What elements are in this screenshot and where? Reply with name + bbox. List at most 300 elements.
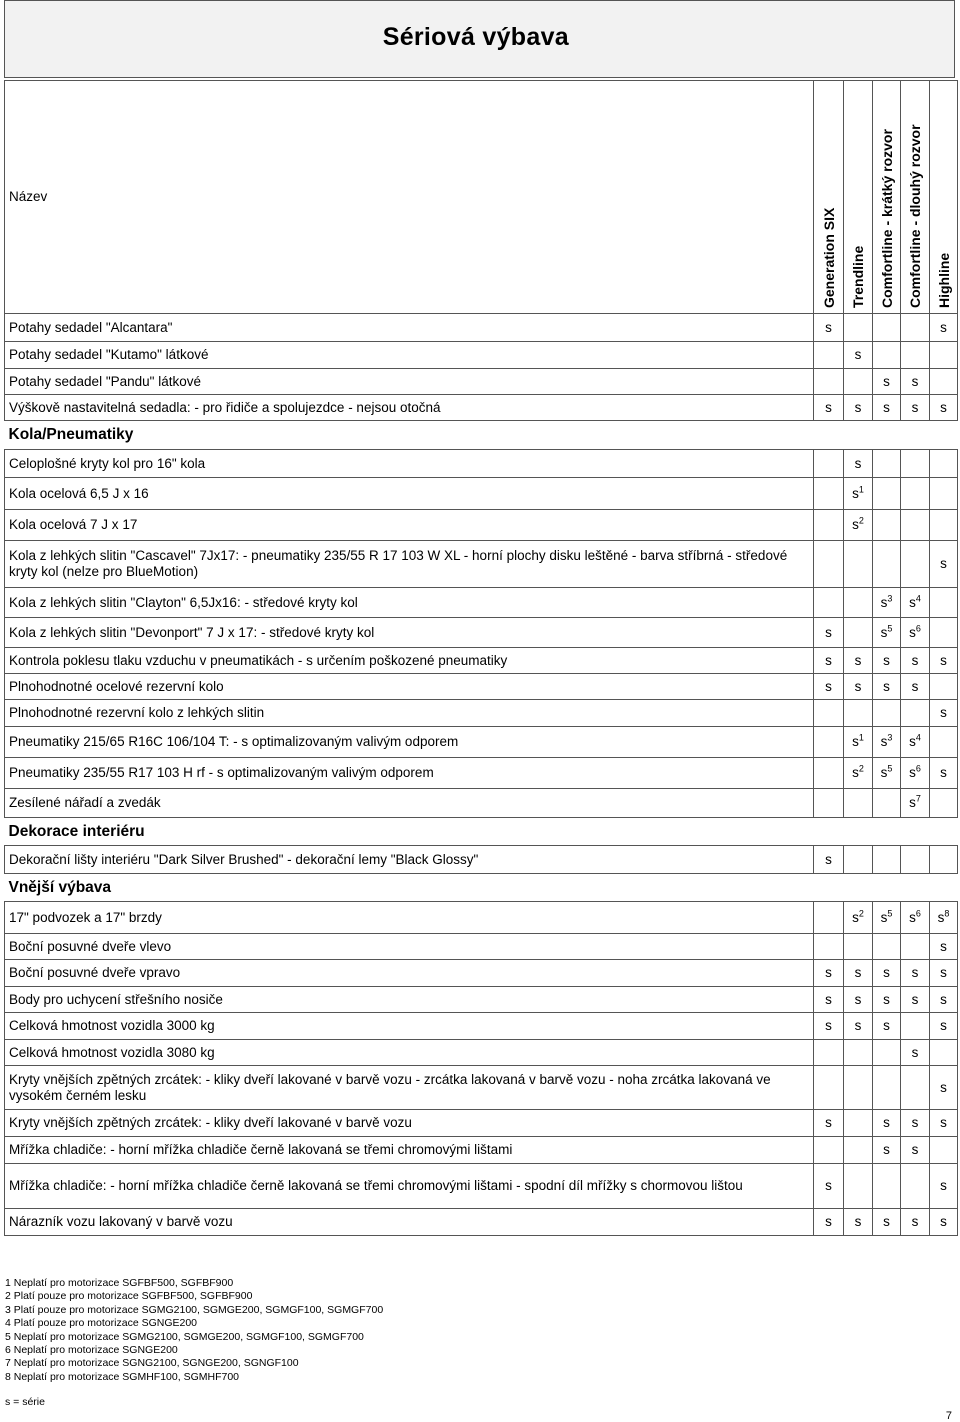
availability-mark: s: [940, 765, 947, 780]
availability-mark: s: [854, 965, 862, 980]
availability-cell: [844, 902, 873, 934]
availability-cell: [901, 510, 930, 541]
table-row: [5, 510, 958, 541]
availability-cell: [930, 1066, 958, 1110]
availability-cell: [901, 395, 930, 421]
availability-mark: s: [937, 909, 945, 925]
item-label: Kola ocelová 7 J x 17: [5, 510, 814, 541]
footnote-ref: 6: [915, 908, 921, 918]
item-label: Celoplošné kryty kol pro 16" kola: [5, 450, 814, 478]
availability-mark: s: [909, 734, 916, 749]
page-number: 7: [945, 1410, 952, 1422]
footnote-ref: 1: [858, 484, 864, 494]
availability-cell: [930, 1013, 958, 1040]
availability-cell: [814, 1066, 844, 1110]
availability-mark: s: [880, 624, 888, 640]
availability-mark: s: [825, 1214, 832, 1229]
footnote: 4 Platí pouze pro motorizace SGNGE200: [5, 1317, 198, 1330]
availability-cell: [814, 846, 844, 874]
availability-mark: s: [883, 965, 890, 980]
availability-cell: [844, 450, 873, 478]
availability-mark: s: [825, 991, 832, 1007]
availability-cell: [930, 902, 958, 934]
availability-mark: s: [880, 909, 888, 925]
item-label: Pneumatiky 235/55 R17 103 H rf - s optimalizovaným valivým odporem: [5, 758, 814, 789]
availability-cell: [930, 960, 958, 987]
availability-mark: s: [940, 1018, 947, 1033]
availability-mark: s: [883, 1142, 890, 1157]
item-label: Kola ocelová 6,5 J x 16: [5, 478, 814, 510]
availability-cell: [901, 1110, 930, 1137]
availability-cell: [814, 960, 844, 987]
availability-cell: [844, 314, 873, 342]
availability-cell: [844, 727, 873, 758]
availability-cell: [873, 648, 901, 674]
availability-cell: [844, 342, 873, 369]
availability-cell: [844, 960, 873, 987]
column-header-comfortline-long: Comfortline - dlouhý rozvor: [901, 81, 930, 314]
availability-cell: [930, 1110, 958, 1137]
availability-mark: s: [940, 652, 947, 668]
column-header-name: Název: [5, 81, 814, 314]
availability-cell: [814, 789, 844, 818]
availability-cell: [901, 987, 930, 1013]
availability-mark: s: [825, 319, 832, 335]
availability-mark: s: [883, 678, 890, 694]
footnote: 7 Neplatí pro motorizace SGNG2100, SGNGE200, SGNGF100: [5, 1357, 299, 1370]
availability-mark: s: [909, 909, 916, 925]
availability-cell: [844, 1066, 873, 1110]
availability-cell: [873, 1137, 901, 1164]
availability-cell: [873, 1110, 901, 1137]
availability-mark: s: [825, 1178, 832, 1193]
availability-cell: [814, 450, 844, 478]
item-label: Potahy sedadel "Pandu" látkové: [5, 369, 814, 395]
availability-cell: [873, 450, 901, 478]
item-label: Potahy sedadel "Kutamo" látkové: [5, 342, 814, 369]
availability-mark: s: [852, 485, 859, 501]
footnote: 5 Neplatí pro motorizace SGMG2100, SGMGE200, SGMGF100, SGMGF700: [5, 1330, 364, 1343]
availability-cell: [930, 700, 958, 727]
availability-mark: s: [852, 909, 859, 925]
availability-mark: s: [940, 991, 947, 1007]
table-row: [5, 1040, 958, 1066]
availability-cell: [844, 1209, 873, 1236]
item-label: Kola z lehkých slitin "Clayton" 6,5Jx16: - středové kryty kol: [5, 588, 814, 618]
availability-cell: [814, 902, 844, 934]
availability-mark: s: [880, 594, 888, 610]
availability-cell: [930, 1137, 958, 1164]
availability-cell: [814, 1137, 844, 1164]
item-label: Celková hmotnost vozidla 3000 kg: [5, 1013, 814, 1040]
availability-cell: [901, 674, 930, 700]
table-row: [5, 395, 958, 421]
footnote-ref: 4: [915, 732, 921, 743]
availability-cell: [873, 987, 901, 1013]
footnote-ref: 2: [858, 515, 864, 526]
availability-cell: [844, 1137, 873, 1164]
availability-mark: s: [854, 1018, 862, 1033]
footnote: 1 Neplatí pro motorizace SGFBF500, SGFBF900: [5, 1277, 234, 1289]
availability-cell: [814, 342, 844, 369]
availability-cell: [901, 934, 930, 960]
footnote: 6 Neplatí pro motorizace SGNGE200: [5, 1344, 178, 1356]
availability-cell: [814, 541, 844, 588]
header-row: [5, 81, 958, 314]
availability-cell: [844, 1164, 873, 1209]
availability-cell: [814, 674, 844, 700]
availability-cell: [930, 934, 958, 960]
table-row: [5, 541, 958, 588]
availability-mark: s: [880, 765, 888, 780]
table-row: [5, 1209, 958, 1236]
table-row: [5, 1164, 958, 1209]
item-label: Kryty vnějších zpětných zrcátek: - kliky dveří lakované v barvě vozu - zrcátka lakovaná v barvě vozu - noha zrcátka lakovaná ve vysokém černém lesku: [5, 1066, 814, 1110]
availability-mark: s: [940, 938, 947, 954]
footnote: 8 Neplatí pro motorizace SGMHF100, SGMHF700: [5, 1370, 240, 1383]
availability-cell: [930, 478, 958, 510]
availability-mark: s: [854, 399, 862, 415]
availability-cell: [930, 588, 958, 618]
availability-cell: [901, 700, 930, 727]
table-row: [5, 648, 958, 674]
item-label: Kryty vnějších zpětných zrcátek: - kliky dveří lakované v barvě vozu: [5, 1110, 814, 1137]
table-row: [5, 450, 958, 478]
availability-cell: [901, 1164, 930, 1209]
table-body: [5, 314, 958, 1236]
availability-cell: [814, 700, 844, 727]
availability-cell: [901, 648, 930, 674]
availability-cell: [814, 1110, 844, 1137]
item-label: Potahy sedadel "Alcantara": [5, 314, 814, 342]
availability-cell: [901, 588, 930, 618]
title-box: [4, 0, 955, 78]
footnote-ref: 1: [858, 732, 864, 743]
item-label: Plnohodnotné ocelové rezervní kolo: [5, 674, 814, 700]
availability-cell: [814, 588, 844, 618]
availability-mark: s: [911, 1214, 919, 1229]
availability-cell: [844, 1013, 873, 1040]
availability-cell: [873, 618, 901, 648]
table-row: [5, 758, 958, 789]
availability-mark: s: [883, 991, 890, 1007]
availability-cell: [930, 758, 958, 789]
column-header-generation-six: Generation SIX: [814, 81, 844, 314]
table-row: [5, 987, 958, 1013]
availability-mark: s: [854, 455, 862, 471]
table-row: [5, 674, 958, 700]
availability-cell: [930, 789, 958, 818]
availability-cell: [873, 758, 901, 789]
availability-cell: [814, 369, 844, 395]
item-label: Plnohodnotné rezervní kolo z lehkých slitin: [5, 700, 814, 727]
table-row: [5, 314, 958, 342]
availability-mark: s: [854, 991, 862, 1007]
table-row: [5, 727, 958, 758]
availability-cell: [901, 1209, 930, 1236]
footnote-ref: 2: [858, 908, 864, 918]
availability-cell: [930, 342, 958, 369]
availability-cell: [901, 342, 930, 369]
availability-cell: [844, 588, 873, 618]
availability-cell: [814, 987, 844, 1013]
availability-cell: [814, 1040, 844, 1066]
availability-mark: s: [825, 1018, 832, 1033]
availability-cell: [901, 369, 930, 395]
availability-cell: [873, 342, 901, 369]
availability-mark: s: [911, 678, 919, 694]
availability-mark: s: [909, 765, 916, 780]
availability-mark: s: [940, 399, 947, 415]
availability-cell: [901, 727, 930, 758]
item-label: Dekorační lišty interiéru "Dark Silver Brushed" - dekorační lemy "Black Glossy": [5, 846, 814, 874]
availability-mark: s: [883, 652, 890, 668]
footnote: 2 Platí pouze pro motorizace SGFBF500, SGFBF900: [5, 1290, 253, 1303]
table-row: [5, 369, 958, 395]
availability-cell: [814, 1013, 844, 1040]
availability-cell: [873, 314, 901, 342]
availability-mark: s: [825, 965, 832, 980]
availability-cell: [873, 674, 901, 700]
availability-mark: s: [940, 1079, 947, 1095]
availability-cell: [930, 846, 958, 874]
equipment-table: [4, 80, 958, 1236]
footnote: 3 Platí pouze pro motorizace SGMG2100, SGMGE200, SGMGF100, SGMGF700: [5, 1303, 384, 1316]
availability-cell: [844, 758, 873, 789]
footnote-ref: 6: [915, 763, 921, 774]
availability-cell: [844, 700, 873, 727]
availability-cell: [873, 369, 901, 395]
availability-cell: [873, 727, 901, 758]
availability-cell: [873, 478, 901, 510]
availability-cell: [901, 1013, 930, 1040]
availability-cell: [930, 674, 958, 700]
availability-cell: [930, 395, 958, 421]
footnote-ref: 7: [915, 793, 921, 804]
availability-cell: [844, 1040, 873, 1066]
item-label: Zesílené nářadí a zvedák: [5, 789, 814, 818]
availability-cell: [873, 1066, 901, 1110]
availability-cell: [844, 510, 873, 541]
item-label: Mřížka chladiče: - horní mřížka chladiče černě lakovaná se třemi chromovými lištami - spodní díl mřížky s chormovou lištou: [5, 1164, 814, 1209]
table-row: [5, 1137, 958, 1164]
availability-mark: s: [854, 1214, 862, 1229]
availability-mark: s: [911, 991, 919, 1007]
availability-mark: s: [883, 1018, 890, 1033]
item-label: Výškově nastavitelná sedadla: - pro řidiče a spolujezdce - nejsou otočná: [5, 395, 814, 421]
table-row: [5, 789, 958, 818]
section-row: [5, 874, 958, 902]
item-label: Celková hmotnost vozidla 3080 kg: [5, 1040, 814, 1066]
section-heading: Vnější výbava: [5, 874, 958, 902]
availability-cell: [930, 450, 958, 478]
availability-mark: s: [909, 594, 916, 610]
item-label: Boční posuvné dveře vpravo: [5, 960, 814, 987]
footnote-ref: 4: [915, 593, 921, 603]
availability-mark: s: [880, 734, 888, 749]
availability-mark: s: [854, 652, 862, 668]
availability-cell: [814, 1164, 844, 1209]
footnote-ref: 3: [887, 732, 893, 743]
table-row: [5, 588, 958, 618]
availability-cell: [844, 846, 873, 874]
availability-mark: s: [911, 1115, 919, 1130]
availability-cell: [844, 674, 873, 700]
availability-cell: [930, 541, 958, 588]
availability-cell: [873, 934, 901, 960]
footnote-ref: 5: [887, 763, 893, 774]
availability-cell: [873, 700, 901, 727]
table-row: [5, 1110, 958, 1137]
table-row: [5, 902, 958, 934]
availability-cell: [844, 987, 873, 1013]
item-label: Kontrola poklesu tlaku vzduchu v pneumatikách - s určením poškozené pneumatiky: [5, 648, 814, 674]
page-title: Sériová výbava: [382, 23, 569, 51]
availability-mark: s: [825, 851, 832, 867]
availability-cell: [930, 1040, 958, 1066]
availability-cell: [844, 395, 873, 421]
availability-cell: [873, 1013, 901, 1040]
availability-mark: s: [909, 795, 916, 810]
item-label: Nárazník vozu lakovaný v barvě vozu: [5, 1209, 814, 1236]
availability-mark: s: [911, 652, 919, 668]
availability-mark: s: [940, 1178, 947, 1193]
availability-mark: s: [883, 1115, 890, 1130]
availability-mark: s: [940, 705, 947, 720]
availability-cell: [814, 1209, 844, 1236]
footnote-ref: 5: [887, 623, 893, 633]
availability-cell: [873, 1209, 901, 1236]
availability-mark: s: [911, 399, 919, 415]
availability-cell: [901, 902, 930, 934]
availability-cell: [930, 1209, 958, 1236]
availability-cell: [844, 1110, 873, 1137]
availability-cell: [901, 758, 930, 789]
availability-cell: [844, 648, 873, 674]
table-row: [5, 478, 958, 510]
availability-cell: [901, 478, 930, 510]
table-row: [5, 342, 958, 369]
availability-mark: s: [911, 1044, 919, 1060]
footnote-ref: 5: [887, 908, 893, 918]
availability-cell: [873, 902, 901, 934]
table-row: [5, 960, 958, 987]
availability-cell: [844, 541, 873, 588]
availability-cell: [873, 588, 901, 618]
availability-cell: [873, 395, 901, 421]
availability-cell: [930, 314, 958, 342]
legend: s = série: [5, 1396, 45, 1408]
item-label: Mřížka chladiče: - horní mřížka chladiče černě lakovaná se třemi chromovými lištami: [5, 1137, 814, 1164]
availability-cell: [873, 510, 901, 541]
availability-mark: s: [940, 1115, 947, 1130]
availability-cell: [901, 541, 930, 588]
availability-mark: s: [883, 1214, 890, 1229]
availability-cell: [814, 314, 844, 342]
availability-cell: [901, 789, 930, 818]
availability-cell: [814, 934, 844, 960]
item-label: Boční posuvné dveře vlevo: [5, 934, 814, 960]
availability-mark: s: [883, 373, 890, 389]
availability-cell: [844, 789, 873, 818]
availability-cell: [873, 541, 901, 588]
availability-cell: [901, 314, 930, 342]
column-header-trendline: Trendline: [844, 81, 873, 314]
availability-cell: [930, 1164, 958, 1209]
availability-mark: s: [854, 678, 862, 694]
item-label: Kola z lehkých slitin "Cascavel" 7Jx17: - pneumatiky 235/55 R 17 103 W XL - horní plochy disku leštěné - barva stříbrná - středové kryty kol (nelze pro BlueMotion): [5, 541, 814, 588]
availability-cell: [901, 1137, 930, 1164]
availability-cell: [844, 478, 873, 510]
availability-cell: [814, 758, 844, 789]
availability-cell: [873, 846, 901, 874]
availability-mark: s: [854, 347, 862, 362]
item-label: Kola z lehkých slitin "Devonport" 7 J x 17: - středové kryty kol: [5, 618, 814, 648]
table-row: [5, 846, 958, 874]
availability-cell: [930, 648, 958, 674]
availability-cell: [901, 846, 930, 874]
footnote-ref: 6: [915, 623, 921, 633]
availability-cell: [814, 618, 844, 648]
availability-cell: [873, 1040, 901, 1066]
availability-mark: s: [940, 1214, 947, 1229]
availability-mark: s: [940, 556, 947, 571]
footnote-ref: 3: [887, 593, 893, 603]
item-label: 17" podvozek a 17" brzdy: [5, 902, 814, 934]
availability-cell: [930, 987, 958, 1013]
footnote-ref: 8: [944, 908, 950, 918]
availability-mark: s: [911, 1142, 919, 1157]
availability-cell: [814, 727, 844, 758]
availability-cell: [901, 1040, 930, 1066]
availability-mark: s: [825, 652, 832, 668]
availability-cell: [930, 618, 958, 648]
availability-cell: [930, 727, 958, 758]
availability-cell: [814, 648, 844, 674]
column-header-comfortline-short: Comfortline - krátký rozvor: [873, 81, 901, 314]
availability-cell: [873, 789, 901, 818]
availability-cell: [873, 960, 901, 987]
availability-mark: s: [825, 678, 832, 694]
availability-cell: [901, 1066, 930, 1110]
table-row: [5, 618, 958, 648]
availability-cell: [814, 510, 844, 541]
item-label: Body pro uchycení střešního nosiče: [5, 987, 814, 1013]
column-header-highline: Highline: [930, 81, 958, 314]
table-row: [5, 1013, 958, 1040]
availability-cell: [930, 369, 958, 395]
availability-cell: [844, 369, 873, 395]
availability-cell: [844, 618, 873, 648]
section-heading: Kola/Pneumatiky: [5, 421, 958, 450]
availability-mark: s: [883, 399, 890, 415]
availability-mark: s: [825, 399, 832, 415]
table-row: [5, 934, 958, 960]
availability-cell: [844, 934, 873, 960]
table-row: [5, 1066, 958, 1110]
item-label: Pneumatiky 215/65 R16C 106/104 T: - s optimalizovaným valivým odporem: [5, 727, 814, 758]
availability-cell: [901, 450, 930, 478]
footnote-ref: 2: [858, 763, 864, 774]
section-row: [5, 818, 958, 846]
availability-mark: s: [852, 734, 859, 749]
availability-cell: [930, 510, 958, 541]
availability-cell: [901, 960, 930, 987]
availability-mark: s: [852, 765, 859, 780]
availability-mark: s: [911, 373, 919, 389]
availability-mark: s: [940, 319, 947, 335]
availability-mark: s: [940, 965, 947, 980]
